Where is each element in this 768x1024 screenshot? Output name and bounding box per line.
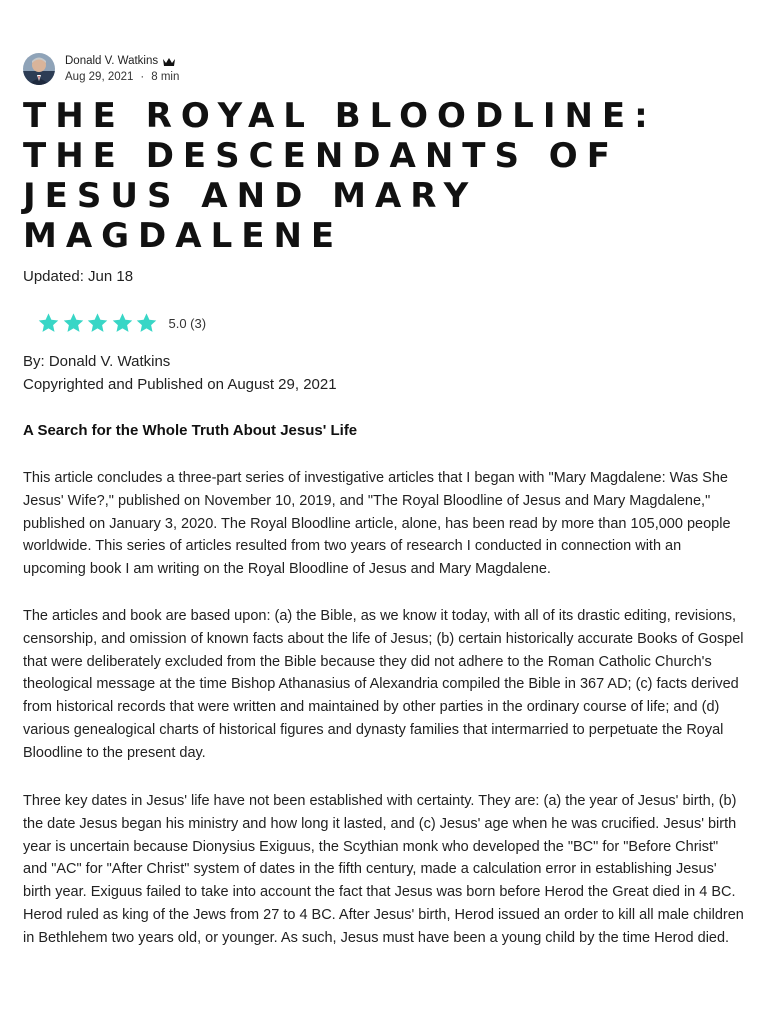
post-title: THE ROYAL BLOODLINE: THE DESCENDANTS OF JESUS AND MARY MAGDALENE	[23, 96, 657, 256]
star-icon[interactable]	[112, 313, 133, 333]
body-paragraph: This article concludes a three-part series of investigative articles that I began with "Mary Magdalene: Was She Jesus' Wife?," published on November 10, 2019, and "The Royal Bloodline of Jesus and Mary Magdalene," published on January 3, 2020. The Royal Bloodline article, alone, has been read by more than 105,000 people worldwide. This series of articles resulted from two years of research I conducted in connection with an upcoming book I am writing on the Royal Bloodline of Jesus and Mary Magdalene.	[23, 470, 731, 578]
star-rating[interactable]	[38, 313, 206, 333]
author-name-link[interactable]: Donald V. Watkins	[65, 55, 159, 67]
byline-block	[23, 350, 337, 396]
author-avatar[interactable]	[23, 53, 55, 85]
updated-date: Updated: Jun 18	[23, 268, 134, 285]
section-heading: A Search for the Whole Truth About Jesus' Life	[23, 422, 358, 439]
crown-icon	[162, 56, 176, 66]
star-icon[interactable]	[63, 313, 84, 333]
author-header	[23, 51, 179, 87]
copyright-line: Copyrighted and Published on August 29, 2021	[23, 376, 337, 393]
read-time: 8 min	[151, 71, 180, 83]
rating-score: 5.0 (3)	[168, 315, 207, 331]
star-icon[interactable]	[38, 313, 59, 333]
meta-separator: ·	[140, 71, 145, 83]
body-paragraph: The articles and book are based upon: (a) the Bible, as we know it today, with all of its drastic editing, revisions, censorship, and omission of known facts about the life of Jesus; (b) certain historically accurate Books of Gospel that were deliberately excluded from the Bible because they did not adhere to the Roman Catholic Church's theological message at the time Bishop Athanasius of Alexandria compiled the Bible in 367 AD; (c) facts derived from historical records that were written and maintained by other parties in the ordinary course of life; and (d) various genealogical charts of historical figures and dynasty families that intermarried to perpetuate the Royal Bloodline to the present day.	[23, 608, 744, 761]
body-paragraph: Three key dates in Jesus' life have not been established with certainty. They are: (a) the year of Jesus' birth, (b) the date Jesus began his ministry and how long it lasted, and (c) Jesus' age when he was crucified. Jesus' birth year is uncertain because Dionysius Exiguus, the Scythian monk who developed the "BC" for "Before Christ" and "AC" for "After Christ" system of dates in the fifth century, made a calculation error in establishing Jesus' birth year. Exiguus failed to take into account the fact that Jesus was born before Herod the Great died in 4 BC. Herod ruled as king of the Jews from 27 to 4 BC. After Jesus' birth, Herod issued an order to kill all male children in Bethlehem two years old, or younger. As such, Jesus must have been a young child by the time Herod died.	[23, 793, 744, 946]
post-date: Aug 29, 2021	[65, 71, 134, 83]
star-icon[interactable]	[87, 313, 108, 333]
byline-author: By: Donald V. Watkins	[23, 353, 171, 370]
star-icon[interactable]	[136, 313, 157, 333]
